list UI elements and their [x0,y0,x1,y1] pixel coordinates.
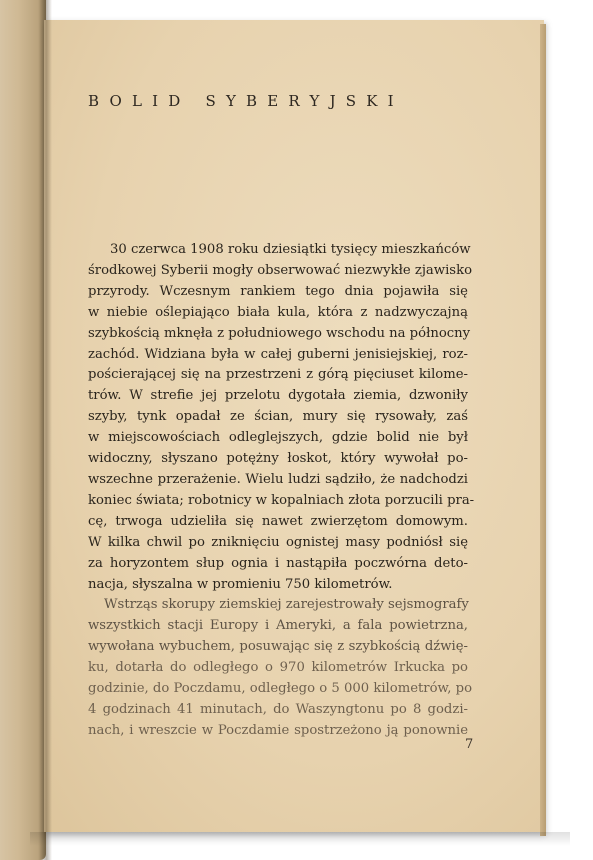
page-shadow [30,832,570,846]
text-line: środkowej Syberii mogły obserwować niezwykłe zjawisko [88,262,473,278]
text-line: 30 czerwca 1908 roku dziesiątki tysięcy mieszkańców [110,242,471,257]
page-stack-edge [540,24,546,836]
spine-shadow [38,0,52,860]
text-line: cę, trwoga udzieliła się nawet zwierzętom domowym. [88,513,468,529]
page-number: 7 [465,737,474,752]
text-line: godzinie, do Poczdamu, odległego o 5 000 kilometrów, po [88,681,473,697]
text-line: wywołana wybuchem, posuwając się z szybkością dźwię- [88,639,468,655]
text-line: ku, dotarła do odległego o 970 kilometrów Irkucka po [88,660,468,676]
chapter-title: BOLID SYBERYJSKI [88,92,404,110]
body-text [88,240,475,742]
text-line: wszechne przerażenie. Wielu ludzi sądziło, że nadchodzi [88,471,468,487]
text-line: Wstrząs skorupy ziemskiej zarejestrowały sejsmografy [104,597,469,613]
text-line: w miejscowościach odleglejszych, gdzie bolid nie był [88,430,468,446]
text-line: nach, i wreszcie w Poczdamie spostrzeżono ją ponownie [88,722,468,738]
text-line: szybkością mknęła z południowego wschodu na północny [88,325,471,341]
text-line: przyrody. Wczesnym rankiem tego dnia pojawiła się [88,283,468,299]
text-line: pościerającej się na przestrzeni z górą pięciuset kilome- [88,367,468,383]
text-line: trów. W strefie jej przelotu dygotała ziemia, dzwoniły [88,388,468,404]
text-line: za horyzontem słup ognia i nastąpiła poczwórna deto- [88,555,468,571]
text-line: szyby, tynk opadał ze ścian, mury się rysowały, zaś [88,409,468,425]
text-line: nacja, słyszalna w promieniu 750 kilometrów. [88,576,393,592]
text-line: W kilka chwil po zniknięciu ognistej masy podniósł się [88,534,468,550]
text-line: zachód. Widziana była w całej guberni jenisiejskiej, roz- [88,346,468,362]
text-line: koniec świata; robotnicy w kopalniach złota porzucili pra- [88,492,475,508]
text-line: wszystkich stacji Europy i Ameryki, a fala powietrzna, [88,618,468,634]
text-line: 4 godzinach 41 minutach, do Waszyngtonu po 8 godzi- [88,701,468,717]
text-line: w niebie oślepiająco biała kula, która z nadzwyczajną [88,304,468,320]
text-line: widoczny, słyszano potężny łoskot, który wywołał po- [88,451,468,467]
